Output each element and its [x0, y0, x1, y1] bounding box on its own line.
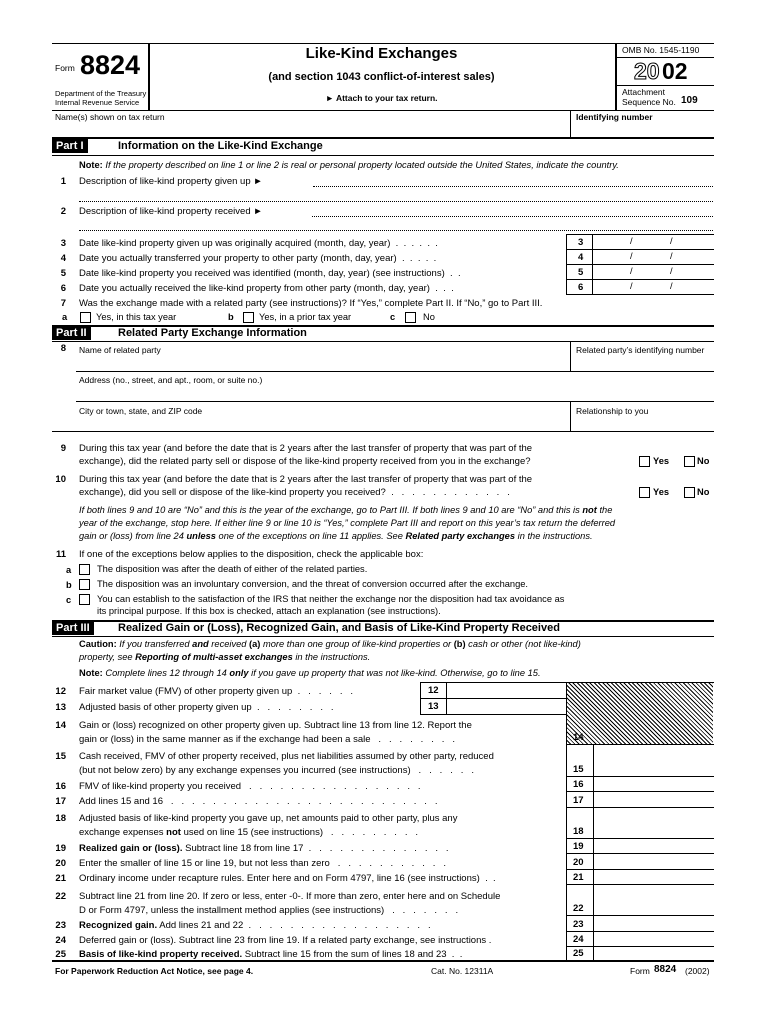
line15-number: 15: [55, 751, 66, 762]
line23-box-number: 23: [573, 919, 584, 930]
line11-number: 11: [55, 549, 66, 560]
line4-number: 4: [60, 253, 66, 264]
line16-label: FMV of like-kind property you received . . . . . . . . . . . . . . . . .: [79, 781, 421, 792]
line22-text1: Subtract line 21 from line 20. If zero or less, enter -0-. If more than zero, enter here and on Schedule: [79, 891, 501, 902]
shaded-area: [567, 683, 713, 744]
line9-number: 9: [60, 443, 66, 454]
line7-label: Was the exchange made with a related party (see instructions)? If “Yes,” complete Part II. If “No,” go to Part III.: [79, 298, 543, 309]
line6-box-number: 6: [578, 282, 584, 293]
line7c-label: No: [423, 312, 435, 322]
part2-label: Part II: [52, 326, 91, 340]
caution-line1: Caution: If you transferred and received (a) more than one group of like-kind properties or (b) cash or other (not like-kind): [79, 639, 581, 649]
names-bottom-rule: [52, 137, 714, 139]
address-label: Address (no., street, and apt., room, or suite no.): [79, 375, 263, 385]
year-bold: 02: [662, 58, 688, 84]
names-divider: [570, 110, 571, 137]
line5-label: Date like-kind property you received was identified (month, day, year) (see instructions) . .: [79, 268, 461, 279]
related-party-name-field[interactable]: [76, 371, 714, 372]
line19-amount-field[interactable]: [566, 853, 714, 854]
line22-text2: D or Form 4797, unless the installment method applies (see instructions) . . . . . . .: [79, 905, 459, 916]
related-party-id-label: Related party’s identifying number: [576, 345, 705, 355]
line17-amount-field[interactable]: [566, 807, 714, 808]
line19-box-number: 19: [573, 841, 584, 852]
line10-text1: During this tax year (and before the date that is 2 years after the last transfer of property that was part of the: [79, 474, 533, 485]
catalog-number: Cat. No. 12311A: [431, 966, 494, 976]
line11b-letter: b: [66, 580, 72, 590]
line3-date-field[interactable]: [593, 235, 713, 249]
line22-number: 22: [55, 891, 66, 902]
line6-number: 6: [60, 283, 66, 294]
date-slash: /: [630, 281, 633, 291]
identifying-number-label: Identifying number: [576, 112, 653, 122]
line18-number: 18: [55, 813, 66, 824]
year-rule: [616, 85, 714, 86]
part1-label: Part I: [52, 139, 88, 153]
city-divider: [570, 401, 571, 431]
line23-number: 23: [55, 920, 66, 931]
attachment-label: Attachment: [622, 87, 665, 97]
line5-date-field[interactable]: [593, 265, 713, 279]
line14-text2: gain or (loss) in the same manner as if the exchange had been a sale . . . . . . . .: [79, 734, 455, 745]
line18-amount-field[interactable]: [566, 838, 714, 839]
footer-form-number: 8824: [654, 964, 677, 975]
line3-label: Date like-kind property given up was originally acquired (month, day, year) . . . . . .: [79, 238, 438, 249]
instruction-line2: year of the exchange, stop here. If either line 9 or line 10 is “Yes,” complete Part III and report on this year’s tax return the deferred: [79, 518, 616, 528]
line16-box-number: 16: [573, 779, 584, 790]
line24-label: Deferred gain or (loss). Subtract line 23 from line 19. If a related party exchange, see instructions .: [79, 935, 492, 946]
line7c-letter: c: [390, 312, 396, 322]
instruction-line3: gain or (loss) from line 24 unless one of the exceptions on line 11 applies. See Related party exchanges in the instructions.: [79, 531, 593, 541]
line21-box-number: 21: [573, 872, 584, 883]
sequence-number: 109: [681, 95, 698, 106]
line15-text1: Cash received, FMV of other property received, plus net liabilities assumed by other party, reduced: [79, 751, 494, 762]
line14-box-number: 14: [573, 732, 584, 743]
line18-box-number: 18: [573, 826, 584, 837]
line25-number: 25: [55, 949, 66, 960]
line10-text2: exchange), did you sell or dispose of the like-kind property you received? . . . . . . . . . . . .: [79, 487, 510, 498]
paperwork-notice: For Paperwork Reduction Act Notice, see page 4.: [55, 966, 254, 976]
line9-text1: During this tax year (and before the date that is 2 years after the last transfer of property that was part of the: [79, 443, 533, 454]
line17-box-number: 17: [573, 795, 584, 806]
line21-number: 21: [55, 873, 66, 884]
line7a-label: Yes, in this tax year: [96, 312, 177, 322]
line13-number: 13: [55, 702, 66, 713]
line18-text2: exchange expenses not used on line 15 (see instructions) . . . . . . . . .: [79, 827, 419, 838]
footer-form-word: Form: [630, 966, 650, 976]
dept-line2: Internal Revenue Service: [55, 98, 140, 107]
city-field[interactable]: [52, 431, 714, 432]
line23-label: Recognized gain. Add lines 21 and 22 . . . . . . . . . . . . . . . . . .: [79, 920, 431, 931]
line19-label: Realized gain or (loss). Subtract line 18 from line 17 . . . . . . . . . . . . . .: [79, 843, 449, 854]
city-label: City or town, state, and ZIP code: [79, 406, 203, 416]
line12-label: Fair market value (FMV) of other property given up . . . . . .: [79, 686, 354, 697]
names-label: Name(s) shown on tax return: [55, 112, 165, 122]
line21-amount-field[interactable]: [566, 884, 714, 885]
date-slash: /: [670, 266, 673, 276]
line14-text1: Gain or (loss) recognized on other property given up. Subtract line 13 from line 12. Report the: [79, 720, 472, 731]
line16-number: 16: [55, 781, 66, 792]
address-field[interactable]: [76, 401, 714, 402]
part2-title: Related Party Exchange Information: [118, 327, 307, 339]
related-party-name-label: Name of related party: [79, 345, 161, 355]
part1-title-rule: [52, 155, 714, 156]
line4-box-number: 4: [578, 252, 584, 263]
line11b-checkbox[interactable]: [79, 579, 90, 590]
date-slash: /: [670, 281, 673, 291]
line11a-letter: a: [66, 565, 72, 575]
line7c-checkbox[interactable]: [405, 312, 416, 323]
relationship-label: Relationship to you: [576, 406, 649, 416]
attach-instruction: ► Attach to your tax return.: [325, 93, 438, 103]
line1-number: 1: [60, 176, 66, 187]
line20-number: 20: [55, 858, 66, 869]
related-party-divider: [570, 341, 571, 371]
line10-yes-checkbox[interactable]: [639, 487, 650, 498]
line21-label: Ordinary income under recapture rules. Enter here and on Form 4797, line 16 (see instructions) . .: [79, 873, 496, 884]
part1-note: Note: If the property described on line 1 or line 2 is real or personal property located outside the United States, indicate the country.: [79, 160, 619, 170]
line10-yes-label: Yes: [653, 487, 670, 497]
part3-note: Note: Complete lines 12 through 14 only if you gave up property that was not like-kind. Otherwise, go to line 15.: [79, 668, 541, 678]
line1-entry-continued[interactable]: [79, 201, 713, 202]
line14-number: 14: [55, 720, 66, 731]
line12-amount-field[interactable]: [447, 683, 565, 698]
line22-box-number: 22: [573, 903, 584, 914]
line1-entry[interactable]: [313, 186, 713, 187]
line9-no-label: No: [697, 456, 710, 466]
line11b-label: The disposition was an involuntary conversion, and the threat of conversion occurred after the exchange.: [97, 579, 529, 589]
line19-number: 19: [55, 843, 66, 854]
line25-label: Basis of like-kind property received. Subtract line 15 from the sum of lines 18 and 23 . .: [79, 949, 463, 960]
footer-year: (2002): [685, 966, 710, 976]
form-number: 8824: [80, 50, 141, 80]
line10-no-checkbox[interactable]: [684, 487, 695, 498]
line11c-label1: You can establish to the satisfaction of the IRS that neither the exchange nor the disposition had tax avoidance as: [97, 594, 565, 604]
footer-rule: [52, 960, 714, 962]
line10-no-label: No: [697, 487, 710, 497]
line7a-letter: a: [62, 312, 68, 322]
line6-date-field[interactable]: [593, 280, 713, 294]
line15-box-number: 15: [573, 764, 584, 775]
line7a-checkbox[interactable]: [80, 312, 91, 323]
line2-entry[interactable]: [312, 216, 713, 217]
line13-amount-field[interactable]: [447, 699, 565, 714]
line11c-label2: its principal purpose. If this box is checked, attach an explanation (see instructions).: [97, 606, 441, 616]
line25-box-number: 25: [573, 948, 584, 959]
line1-label: Description of like-kind property given up ►: [79, 176, 263, 187]
line13-box-number: 13: [428, 701, 439, 712]
line7-number: 7: [60, 298, 66, 309]
line3-box-number: 3: [578, 237, 584, 248]
line20-box-number: 20: [573, 857, 584, 868]
date-box-bottom: [566, 294, 714, 295]
line17-number: 17: [55, 796, 66, 807]
line12-number: 12: [55, 686, 66, 697]
line15-amount-field[interactable]: [566, 776, 714, 777]
date-slash: /: [630, 236, 633, 246]
date-slash: /: [630, 251, 633, 261]
caution-line2: property, see Reporting of multi-asset exchanges in the instructions.: [79, 652, 371, 662]
line8-number: 8: [60, 343, 66, 354]
line5-box-number: 5: [578, 267, 584, 278]
form-title: Like-Kind Exchanges: [305, 45, 458, 62]
line13-label: Adjusted basis of other property given up . . . . . . . .: [79, 702, 334, 713]
line4-label: Date you actually transferred your property to other party (month, day, year) . . . . .: [79, 253, 437, 264]
line18-text1: Adjusted basis of like-kind property you gave up, net amounts paid to other party, plus any: [79, 813, 458, 824]
line25-amount-field[interactable]: [594, 947, 713, 960]
line10-number: 10: [55, 474, 66, 485]
header-divider-right: [615, 43, 617, 110]
line6-label: Date you actually received the like-kind property from other party (month, day, year) . . .: [79, 283, 454, 294]
sequence-label: Sequence No.: [622, 97, 676, 107]
part3-label: Part III: [52, 621, 94, 635]
line9-yes-checkbox[interactable]: [639, 456, 650, 467]
instruction-line1: If both lines 9 and 10 are “No” and this is the year of the exchange, go to Part III. If both lines 9 and 10 are “No” and this is not the: [79, 505, 613, 515]
line5-number: 5: [60, 268, 66, 279]
line16-amount-field[interactable]: [566, 791, 714, 792]
line2-entry-continued[interactable]: [79, 230, 713, 231]
line11-label: If one of the exceptions below applies to the disposition, check the applicable box:: [79, 549, 424, 560]
part3-title: Realized Gain or (Loss), Recognized Gain, and Basis of Like-Kind Property Received: [118, 622, 560, 634]
form-word: Form: [55, 63, 75, 73]
line7b-label: Yes, in a prior tax year: [259, 312, 352, 322]
line2-label: Description of like-kind property received ►: [79, 206, 263, 217]
form-subtitle: (and section 1043 conflict-of-interest sales): [268, 71, 495, 83]
line2-number: 2: [60, 206, 66, 217]
omb-number: OMB No. 1545-1190: [622, 45, 700, 55]
line3-number: 3: [60, 238, 66, 249]
line14-amount-field[interactable]: [566, 744, 714, 745]
line17-label: Add lines 15 and 16 . . . . . . . . . . . . . . . . . . . . . . . . . .: [79, 796, 438, 807]
line9-yes-label: Yes: [653, 456, 670, 466]
dept-line1: Department of the Treasury: [55, 89, 147, 98]
line9-text2: exchange), did the related party sell or dispose of the like-kind property received from you in the exchange?: [79, 456, 531, 467]
line15-text2: (but not below zero) by any exchange expenses you incurred (see instructions) . . . . . .: [79, 765, 474, 776]
line7b-checkbox[interactable]: [243, 312, 254, 323]
date-slash: /: [670, 236, 673, 246]
line24-number: 24: [55, 935, 66, 946]
line22-amount-field[interactable]: [566, 915, 714, 916]
date-slash: /: [670, 251, 673, 261]
line20-label: Enter the smaller of line 15 or line 19, but not less than zero . . . . . . . . . . .: [79, 858, 446, 869]
header-bottom-rule: [52, 110, 714, 111]
line11a-checkbox[interactable]: [79, 564, 90, 575]
part2-title-rule: [52, 341, 714, 342]
part3-title-rule: [52, 636, 714, 637]
line12-box-number: 12: [428, 685, 439, 696]
line23-amount-field[interactable]: [566, 931, 714, 932]
part1-title: Information on the Like-Kind Exchange: [118, 140, 323, 152]
line11c-letter: c: [66, 595, 72, 605]
line11a-label: The disposition was after the death of either of the related parties.: [97, 564, 368, 574]
line11c-checkbox[interactable]: [79, 594, 90, 605]
date-slash: /: [630, 266, 633, 276]
inner-box-bottom: [420, 714, 566, 715]
line9-no-checkbox[interactable]: [684, 456, 695, 467]
line7b-letter: b: [228, 312, 234, 322]
line20-amount-field[interactable]: [566, 869, 714, 870]
line4-date-field[interactable]: [593, 250, 713, 264]
year-outline: 20: [634, 58, 660, 84]
line24-box-number: 24: [573, 934, 584, 945]
